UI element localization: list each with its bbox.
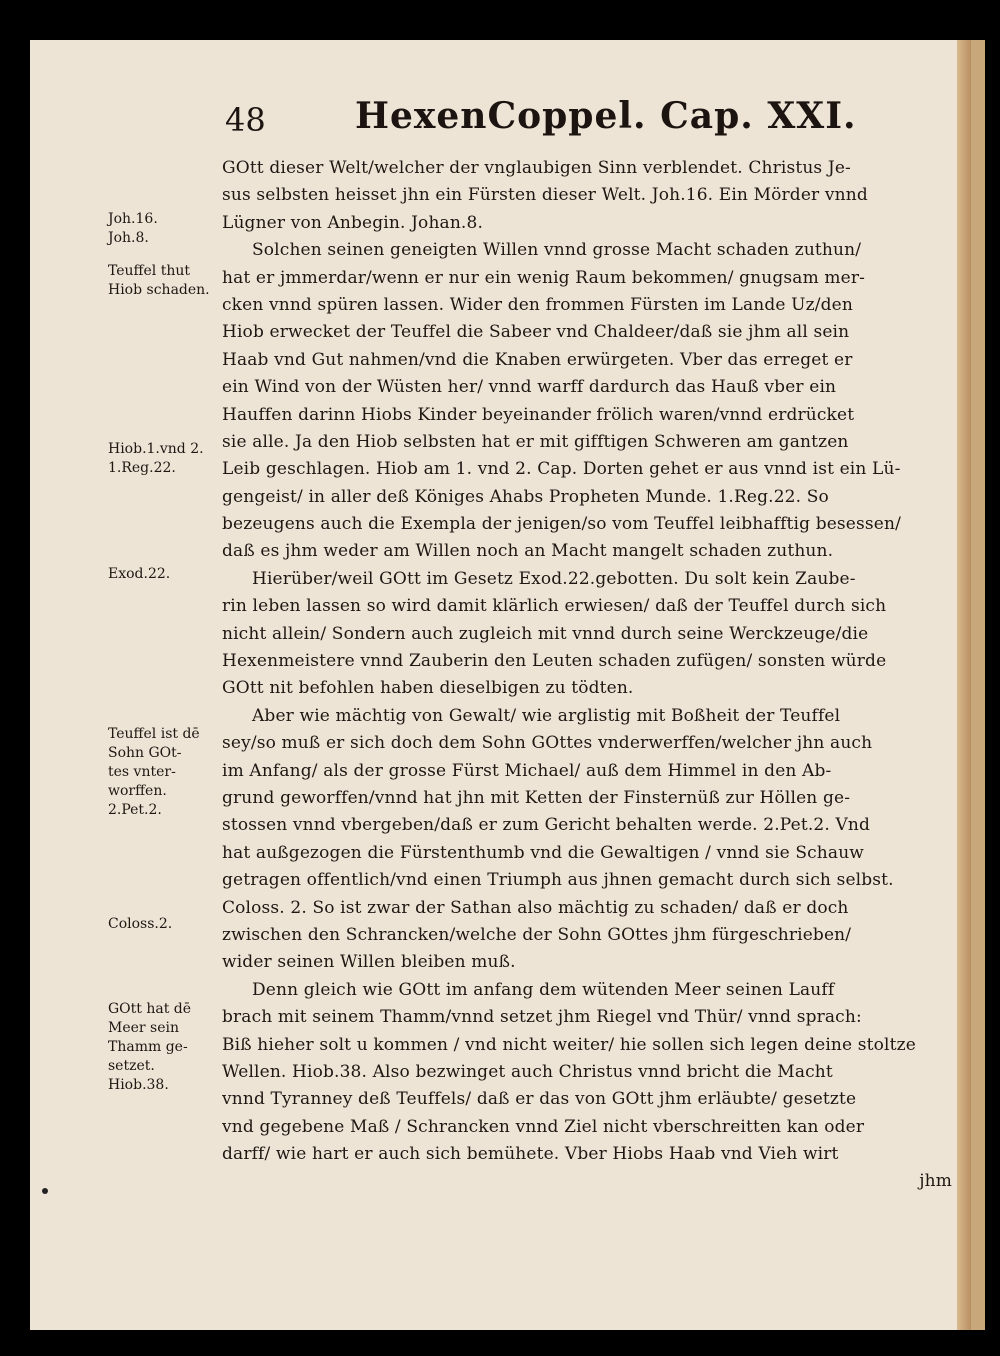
text-line: Solchen seinen geneigten Willen vnnd grosse Macht schaden zuthun/ (252, 240, 862, 261)
text-line: GOtt dieser Welt/welcher der vnglaubigen Sinn verblendet. Christus Je- (222, 158, 851, 178)
text-line: stossen vnnd vbergeben/daß er zum Gericht behalten werde. 2.Pet.2. Vnd (222, 815, 870, 836)
margin-note-line: Joh.8. (108, 230, 149, 246)
page-number: 48 (225, 101, 266, 139)
margin-note (108, 565, 253, 584)
margin-note-line: Hiob.1.vnd 2. (108, 441, 204, 457)
margin-note-line: setzet. (108, 1058, 155, 1074)
text-line: Haab vnd Gut nahmen/vnd die Knaben erwürgeten. Vber das erreget er (222, 349, 853, 370)
text-line: daß es jhm weder am Willen noch an Macht mangelt schaden zuthun. (222, 541, 834, 562)
margin-note-line: Teuffel thut (108, 263, 190, 279)
text-line: sus selbsten heisset jhn ein Fürsten dieser Welt. Joh.16. Ein Mörder vnnd (222, 185, 868, 206)
text-line: Hexenmeistere vnnd Zauberin den Leuten schaden zufügen/ sonsten würde (222, 651, 887, 672)
margin-note-line: Hiob.38. (108, 1077, 169, 1093)
text-line: brach mit seinem Thamm/vnnd setzet jhm Riegel vnd Thür/ vnnd sprach: (222, 1007, 862, 1028)
text-line: gengeist/ in aller deß Königes Ahabs Propheten Munde. 1.Reg.22. So (222, 486, 829, 507)
margin-note-line: Thamm ge- (108, 1039, 188, 1055)
margin-note-line: Coloss.2. (108, 916, 173, 932)
margin-note-line: Hiob schaden. (108, 282, 210, 298)
margin-note-line: Meer sein (108, 1020, 180, 1036)
running-title: HexenCoppel. Cap. XXI. (355, 95, 857, 137)
body-text (222, 155, 952, 1196)
text-line: Hiob erwecket der Teuffel die Sabeer vnd Chaldeer/daß sie jhm all sein (222, 322, 850, 343)
margin-note-line: tes vnter- (108, 764, 176, 780)
catchword: jhm (919, 1171, 952, 1192)
text-line: Denn gleich wie GOtt im anfang dem wütenden Meer seinen Lauff (252, 979, 835, 1000)
margin-note (108, 915, 253, 934)
text-line: Hierüber/weil GOtt im Gesetz Exod.22.gebotten. Du solt kein Zaube- (252, 568, 856, 589)
margin-note-line: 1.Reg.22. (108, 460, 176, 476)
text-line: darff/ wie hart er auch sich bemühete. Vber Hiobs Haab vnd Vieh wirt (222, 1144, 839, 1165)
text-line: Coloss. 2. So ist zwar der Sathan also mächtig zu schaden/ daß er doch (222, 897, 849, 918)
margin-note-line: Exod.22. (108, 566, 171, 582)
text-line: Leib geschlagen. Hiob am 1. vnd 2. Cap. Dorten gehet er aus vnnd ist ein Lü- (222, 459, 901, 480)
margin-note-line: GOtt hat dē (108, 1001, 192, 1017)
text-line: bezeugens auch die Exempla der jenigen/so vom Teuffel leibhafftig besessen/ (222, 514, 901, 535)
text-line: grund geworffen/vnnd hat jhn mit Ketten der Finsternüß zur Höllen ge- (222, 787, 851, 808)
page-edge (957, 40, 971, 1330)
text-line: Hauffen darinn Hiobs Kinder beyeinander frölich waren/vnnd erdrücket (222, 404, 855, 425)
text-line: rin leben lassen so wird damit klärlich erwiesen/ daß der Teuffel durch sich (222, 596, 887, 617)
text-line: Wellen. Hiob.38. Also bezwinget auch Christus vnnd bricht die Macht (222, 1061, 833, 1082)
text-line: cken vnnd spüren lassen. Wider den frommen Fürsten im Lande Uz/den (222, 294, 853, 315)
margin-note (108, 262, 253, 300)
margin-note (108, 1000, 253, 1095)
margin-note-line: Joh.16. (108, 211, 158, 227)
margin-note-line: Teuffel ist dē (108, 726, 200, 742)
text-line: zwischen den Schrancken/welche der Sohn GOttes jhm fürgeschrieben/ (222, 924, 852, 945)
text-line: hat er jmmerdar/wenn er nur ein wenig Raum bekommen/ gnugsam mer- (222, 267, 866, 288)
text-line: ein Wind von der Wüsten her/ vnnd warff dardurch das Hauß vber ein (222, 377, 837, 398)
margin-note (108, 210, 253, 248)
margin-note (108, 725, 253, 820)
page-header (225, 95, 965, 147)
margin-note-line: worffen. (108, 783, 167, 799)
text-line: im Anfang/ als der grosse Fürst Michael/ auß dem Himmel in den Ab- (222, 760, 832, 781)
margin-note (108, 440, 253, 478)
ink-dot (42, 1188, 48, 1194)
margin-note-line: Sohn GOt- (108, 745, 182, 761)
margin-note-line: 2.Pet.2. (108, 802, 162, 818)
text-line: getragen offentlich/vnd einen Triumph aus jhnen gemacht durch sich selbst. (222, 870, 894, 891)
text-line: sie alle. Ja den Hiob selbsten hat er mit gifftigen Schweren am gantzen (222, 431, 849, 452)
text-line: wider seinen Willen bleiben muß. (222, 952, 516, 973)
text-line: Aber wie mächtig von Gewalt/ wie arglistig mit Boßheit der Teuffel (252, 705, 841, 726)
text-line: hat außgezogen die Fürstenthumb vnd die Gewaltigen / vnnd sie Schauw (222, 842, 864, 863)
text-line: Biß hieher solt u kommen / vnd nicht weiter/ hie sollen sich legen deine stoltze (222, 1034, 916, 1055)
text-line: sey/so muß er sich doch dem Sohn GOttes vnderwerffen/welcher jhn auch (222, 733, 873, 754)
text-line: vnnd Tyranney deß Teuffels/ daß er das von GOtt jhm erläubte/ gesetzte (222, 1089, 857, 1110)
text-line: vnd gegebene Maß / Schrancken vnnd Ziel nicht vberschreitten kan oder (222, 1116, 865, 1137)
text-line: nicht allein/ Sondern auch zugleich mit vnnd durch seine Werckzeuge/die (222, 623, 869, 644)
text-line: GOtt nit befohlen haben dieselbigen zu tödten. (222, 678, 634, 699)
text-line: Lügner von Anbegin. Johan.8. (222, 212, 484, 233)
